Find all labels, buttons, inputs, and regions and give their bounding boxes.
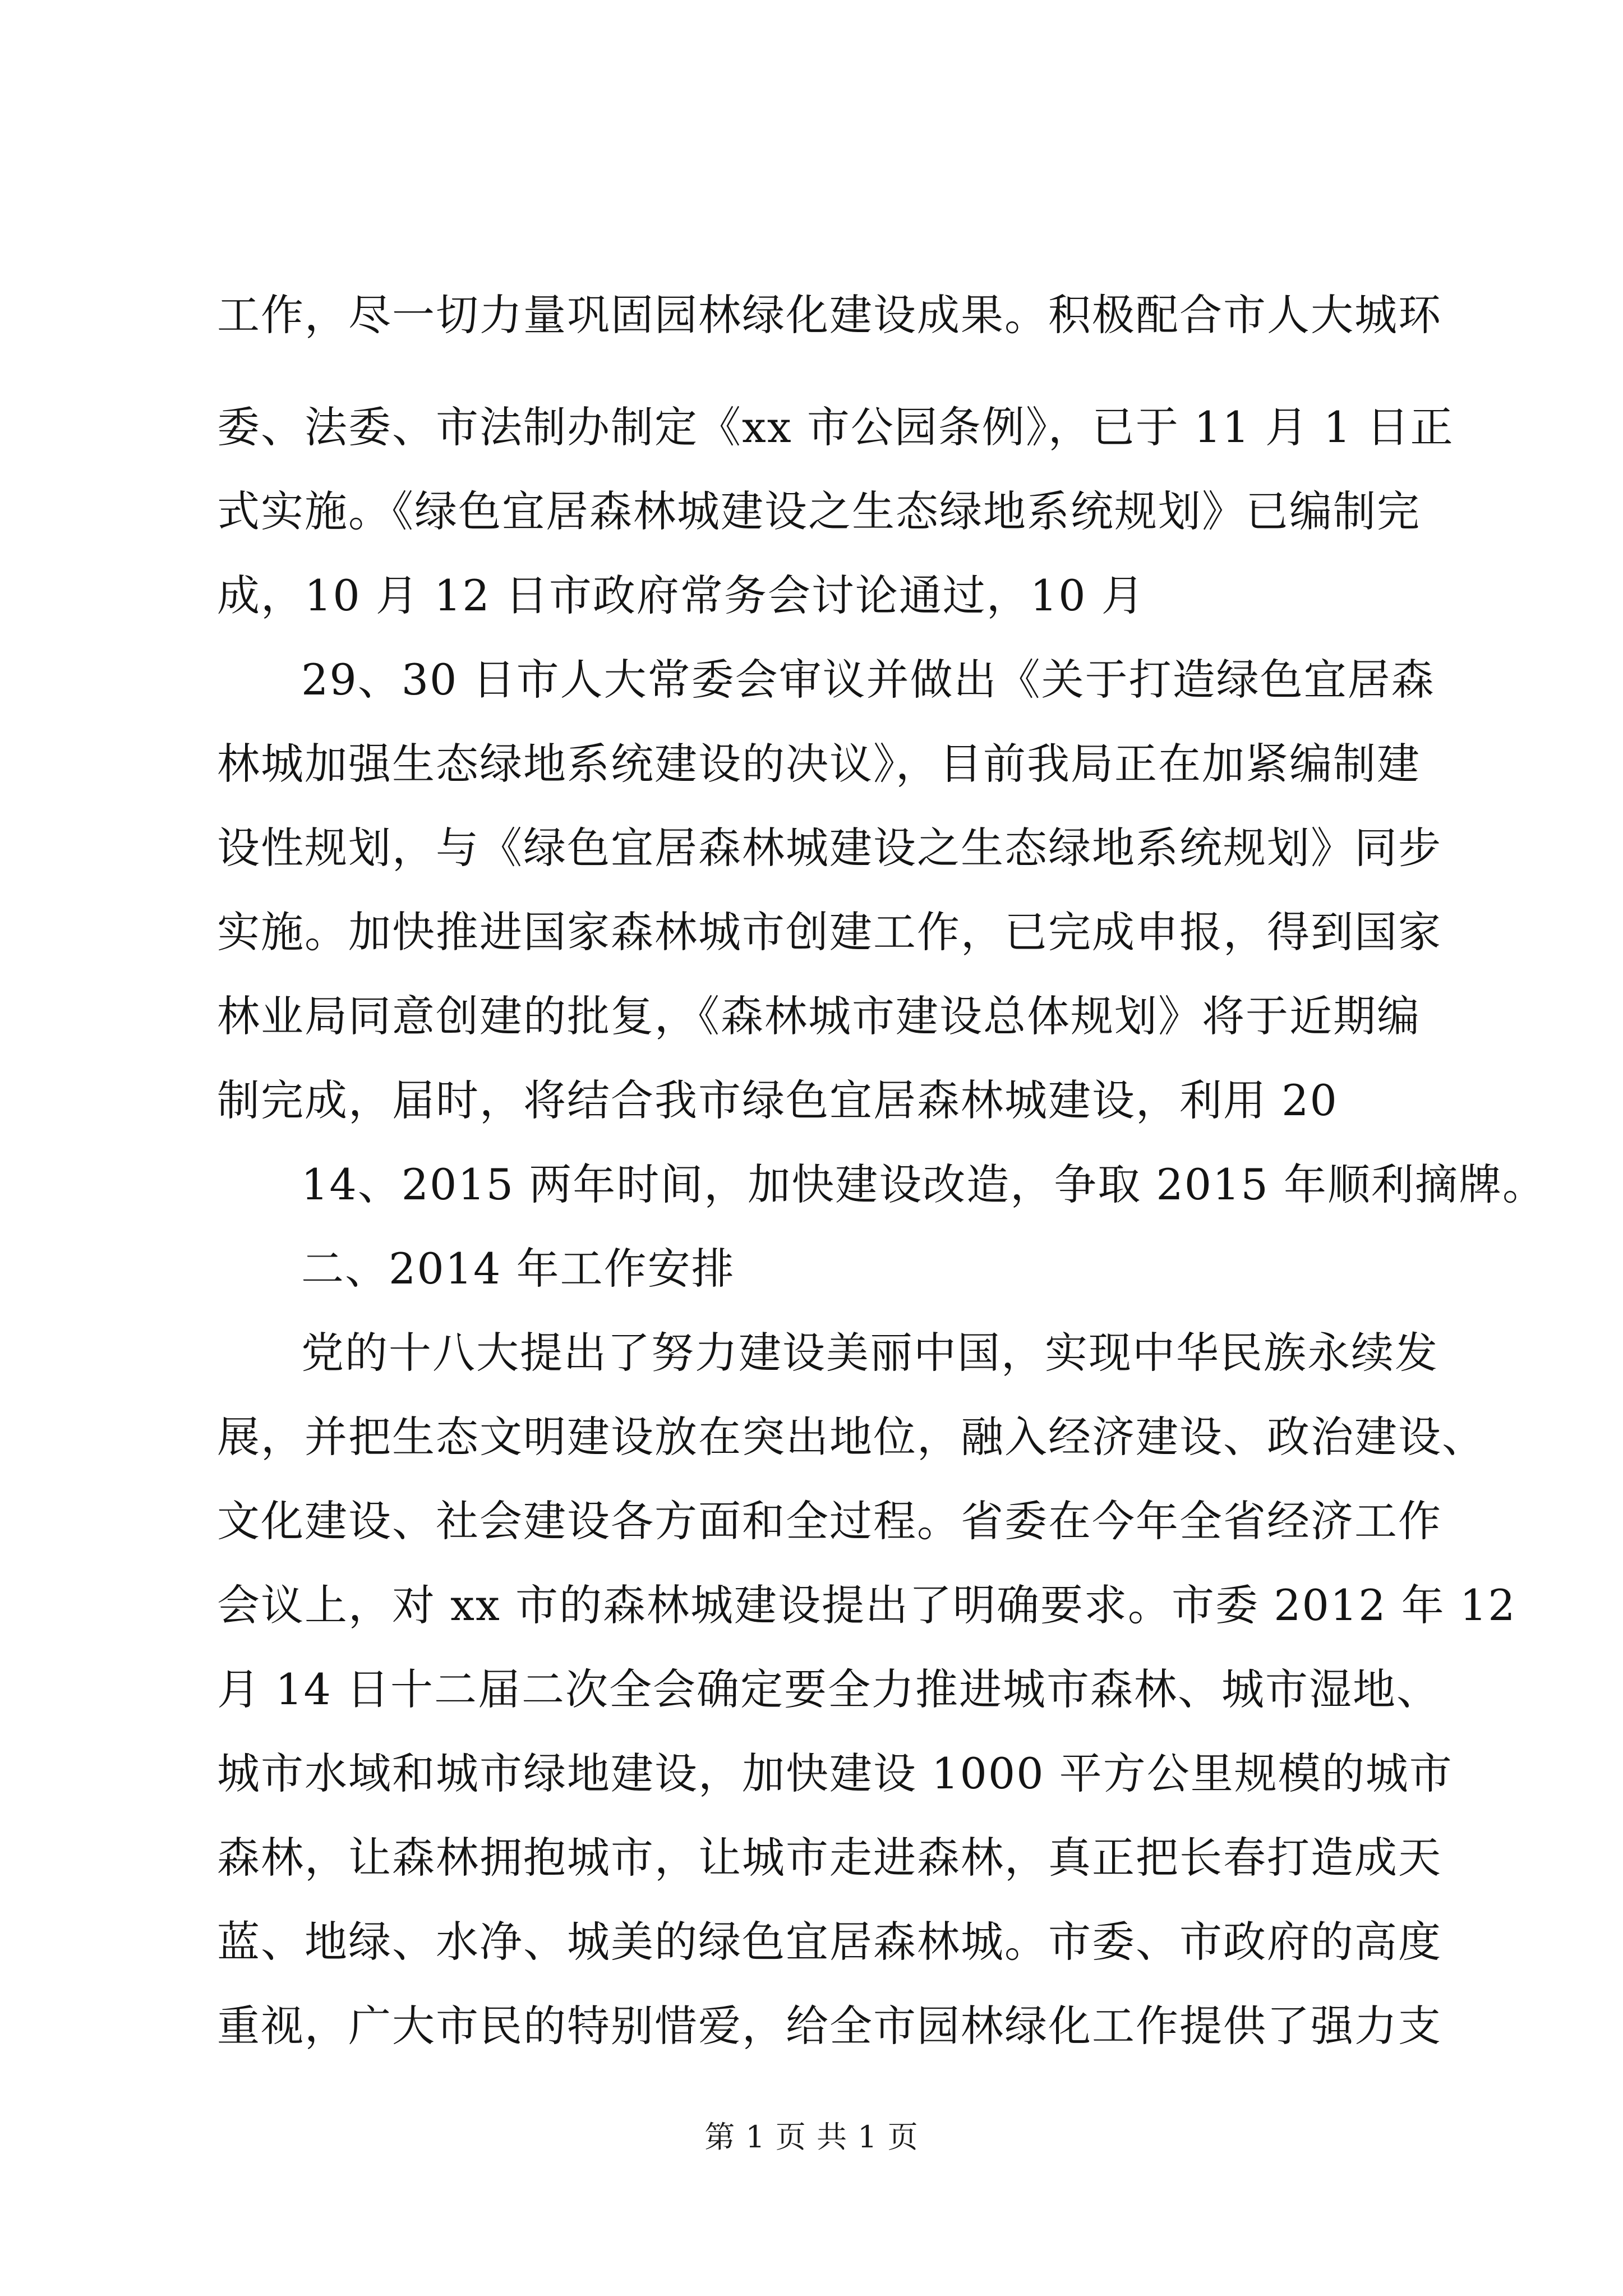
text-line: 工作，尽一切力量巩固园林绿化建设成果。积极配合市人大城环 [217,290,1442,340]
text-line: 重视，广大市民的特别惜爱，给全市园林绿化工作提供了强力支 [217,2001,1442,2051]
text-line: 设性规划，与《绿色宜居森林城建设之生态绿地系统规划》同步 [217,823,1442,873]
text-line: 森林，让森林拥抱城市，让城市走进森林，真正把长春打造成天 [217,1833,1442,1883]
text-line: 成，10 月 12 日市政府常务会讨论通过，10 月 [217,570,1145,620]
text-line: 党的十八大提出了努力建设美丽中国，实现中华民族永续发 [301,1328,1438,1378]
text-line: 文化建设、社会建设各方面和全过程。省委在今年全省经济工作 [217,1496,1442,1546]
text-line: 制完成，届时，将结合我市绿色宜居森林城建设，利用 20 [217,1075,1338,1125]
section-heading: 二、2014 年工作安排 [301,1244,735,1294]
text-line: 14、2015 两年时间，加快建设改造，争取 2015 年顺利摘牌。 [301,1159,1547,1209]
text-line: 委、法委、市法制办制定《xx 市公园条例》，已于 11 月 1 日正 [217,402,1454,452]
text-line: 蓝、地绿、水净、城美的绿色宜居森林城。市委、市政府的高度 [217,1917,1442,1967]
text-line: 实施。加快推进国家森林城市创建工作，已完成申报，得到国家 [217,907,1442,957]
text-line: 式实施。《绿色宜居森林城建设之生态绿地系统规划》已编制完 [217,486,1421,536]
text-line: 城市水域和城市绿地建设，加快建设 1000 平方公里规模的城市 [217,1749,1453,1798]
text-line: 29、30 日市人大常委会审议并做出《关于打造绿色宜居森 [301,655,1435,705]
page-footer: 第 1 页 共 1 页 [704,2119,919,2155]
text-line: 林业局同意创建的批复，《森林城市建设总体规划》将于近期编 [217,991,1421,1041]
text-line: 林城加强生态绿地系统建设的决议》，目前我局正在加紧编制建 [217,739,1421,789]
text-line: 会议上，对 xx 市的森林城建设提出了明确要求。市委 2012 年 12 [217,1580,1516,1630]
text-line: 月 14 日十二届二次全会确定要全力推进城市森林、城市湿地、 [217,1664,1441,1714]
text-line: 展，并把生态文明建设放在突出地位，融入经济建设、政治建设、 [217,1412,1486,1462]
